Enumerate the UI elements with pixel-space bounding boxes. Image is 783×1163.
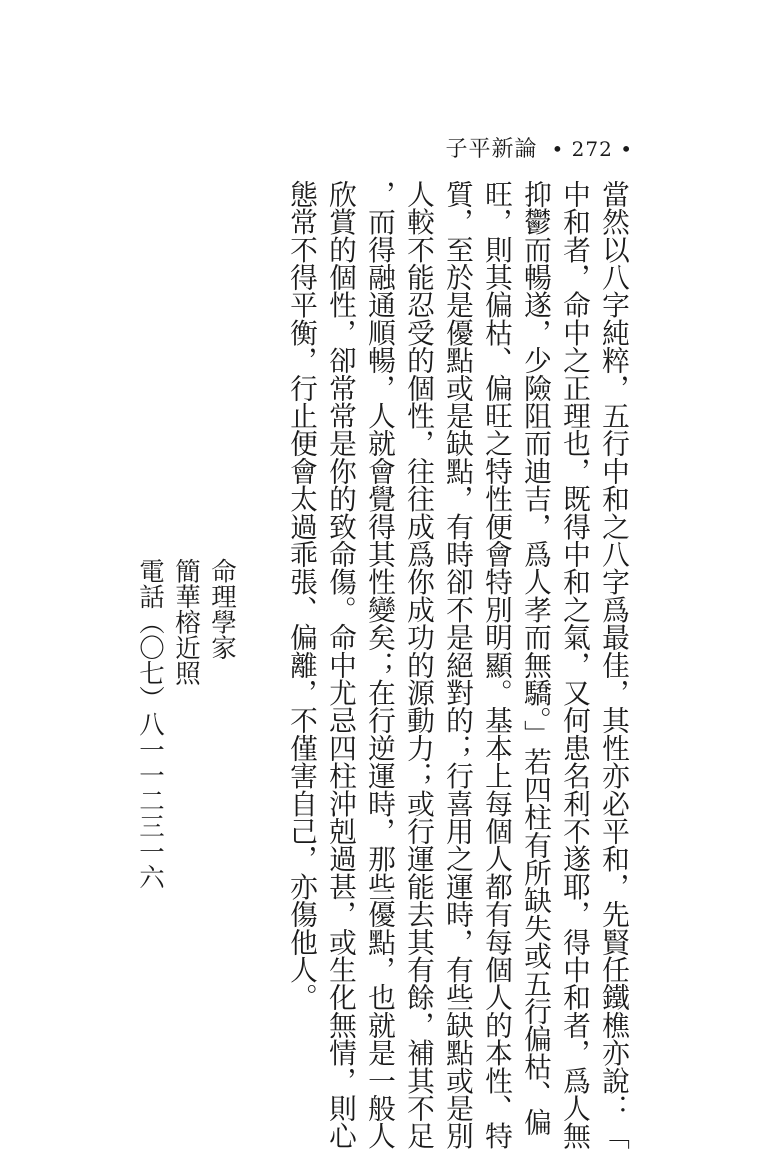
caption-title: 命理學家	[207, 558, 237, 660]
running-header	[446, 132, 634, 163]
page-number: • 272 •	[551, 137, 633, 161]
body-column-2: 中和者，命中之正理也，既得中和之氣，又何患名利不遂耶，得中和者，爲人無	[558, 180, 591, 1150]
body-column-6: 人較不能忍受的個性，往往成爲你成功的源動力；或行運能去其有餘，補其不足	[402, 180, 435, 1150]
caption-phone: 電話（〇七）八一一二三一六	[135, 558, 165, 890]
body-column-5: 質，至於是優點或是缺點，有時卻不是絕對的；行喜用之運時，有些缺點或是別	[441, 180, 474, 1150]
book-title: 子平新論	[445, 137, 538, 162]
caption-photo-credit: 簡華榕近照	[171, 558, 201, 686]
body-column-3: 抑鬱而暢遂，少險阻而迪吉，爲人孝而無驕。」若四柱有所缺失或五行偏枯、偏	[519, 180, 552, 1136]
body-column-7: ，而得融通順暢，人就會覺得其性變矣；在行逆運時，那些優點，也就是一般人	[363, 180, 396, 1150]
body-column-4: 旺，則其偏枯、偏旺之特性便會特別明顯。基本上每個人都有每個人的本性、特	[480, 180, 513, 1150]
body-column-9: 態常不得平衡，行止便會太過乖張、偏離，不僅害自己，亦傷他人。	[285, 180, 318, 1011]
body-column-8: 欣賞的個性，卻常常是你的致命傷。命中尤忌四柱沖剋過甚，或生化無情，則心	[324, 180, 357, 1150]
body-column-1: 當然以八字純粹，五行中和之八字爲最佳，其性亦必平和，先賢任鐵樵亦說：「	[597, 180, 630, 1150]
